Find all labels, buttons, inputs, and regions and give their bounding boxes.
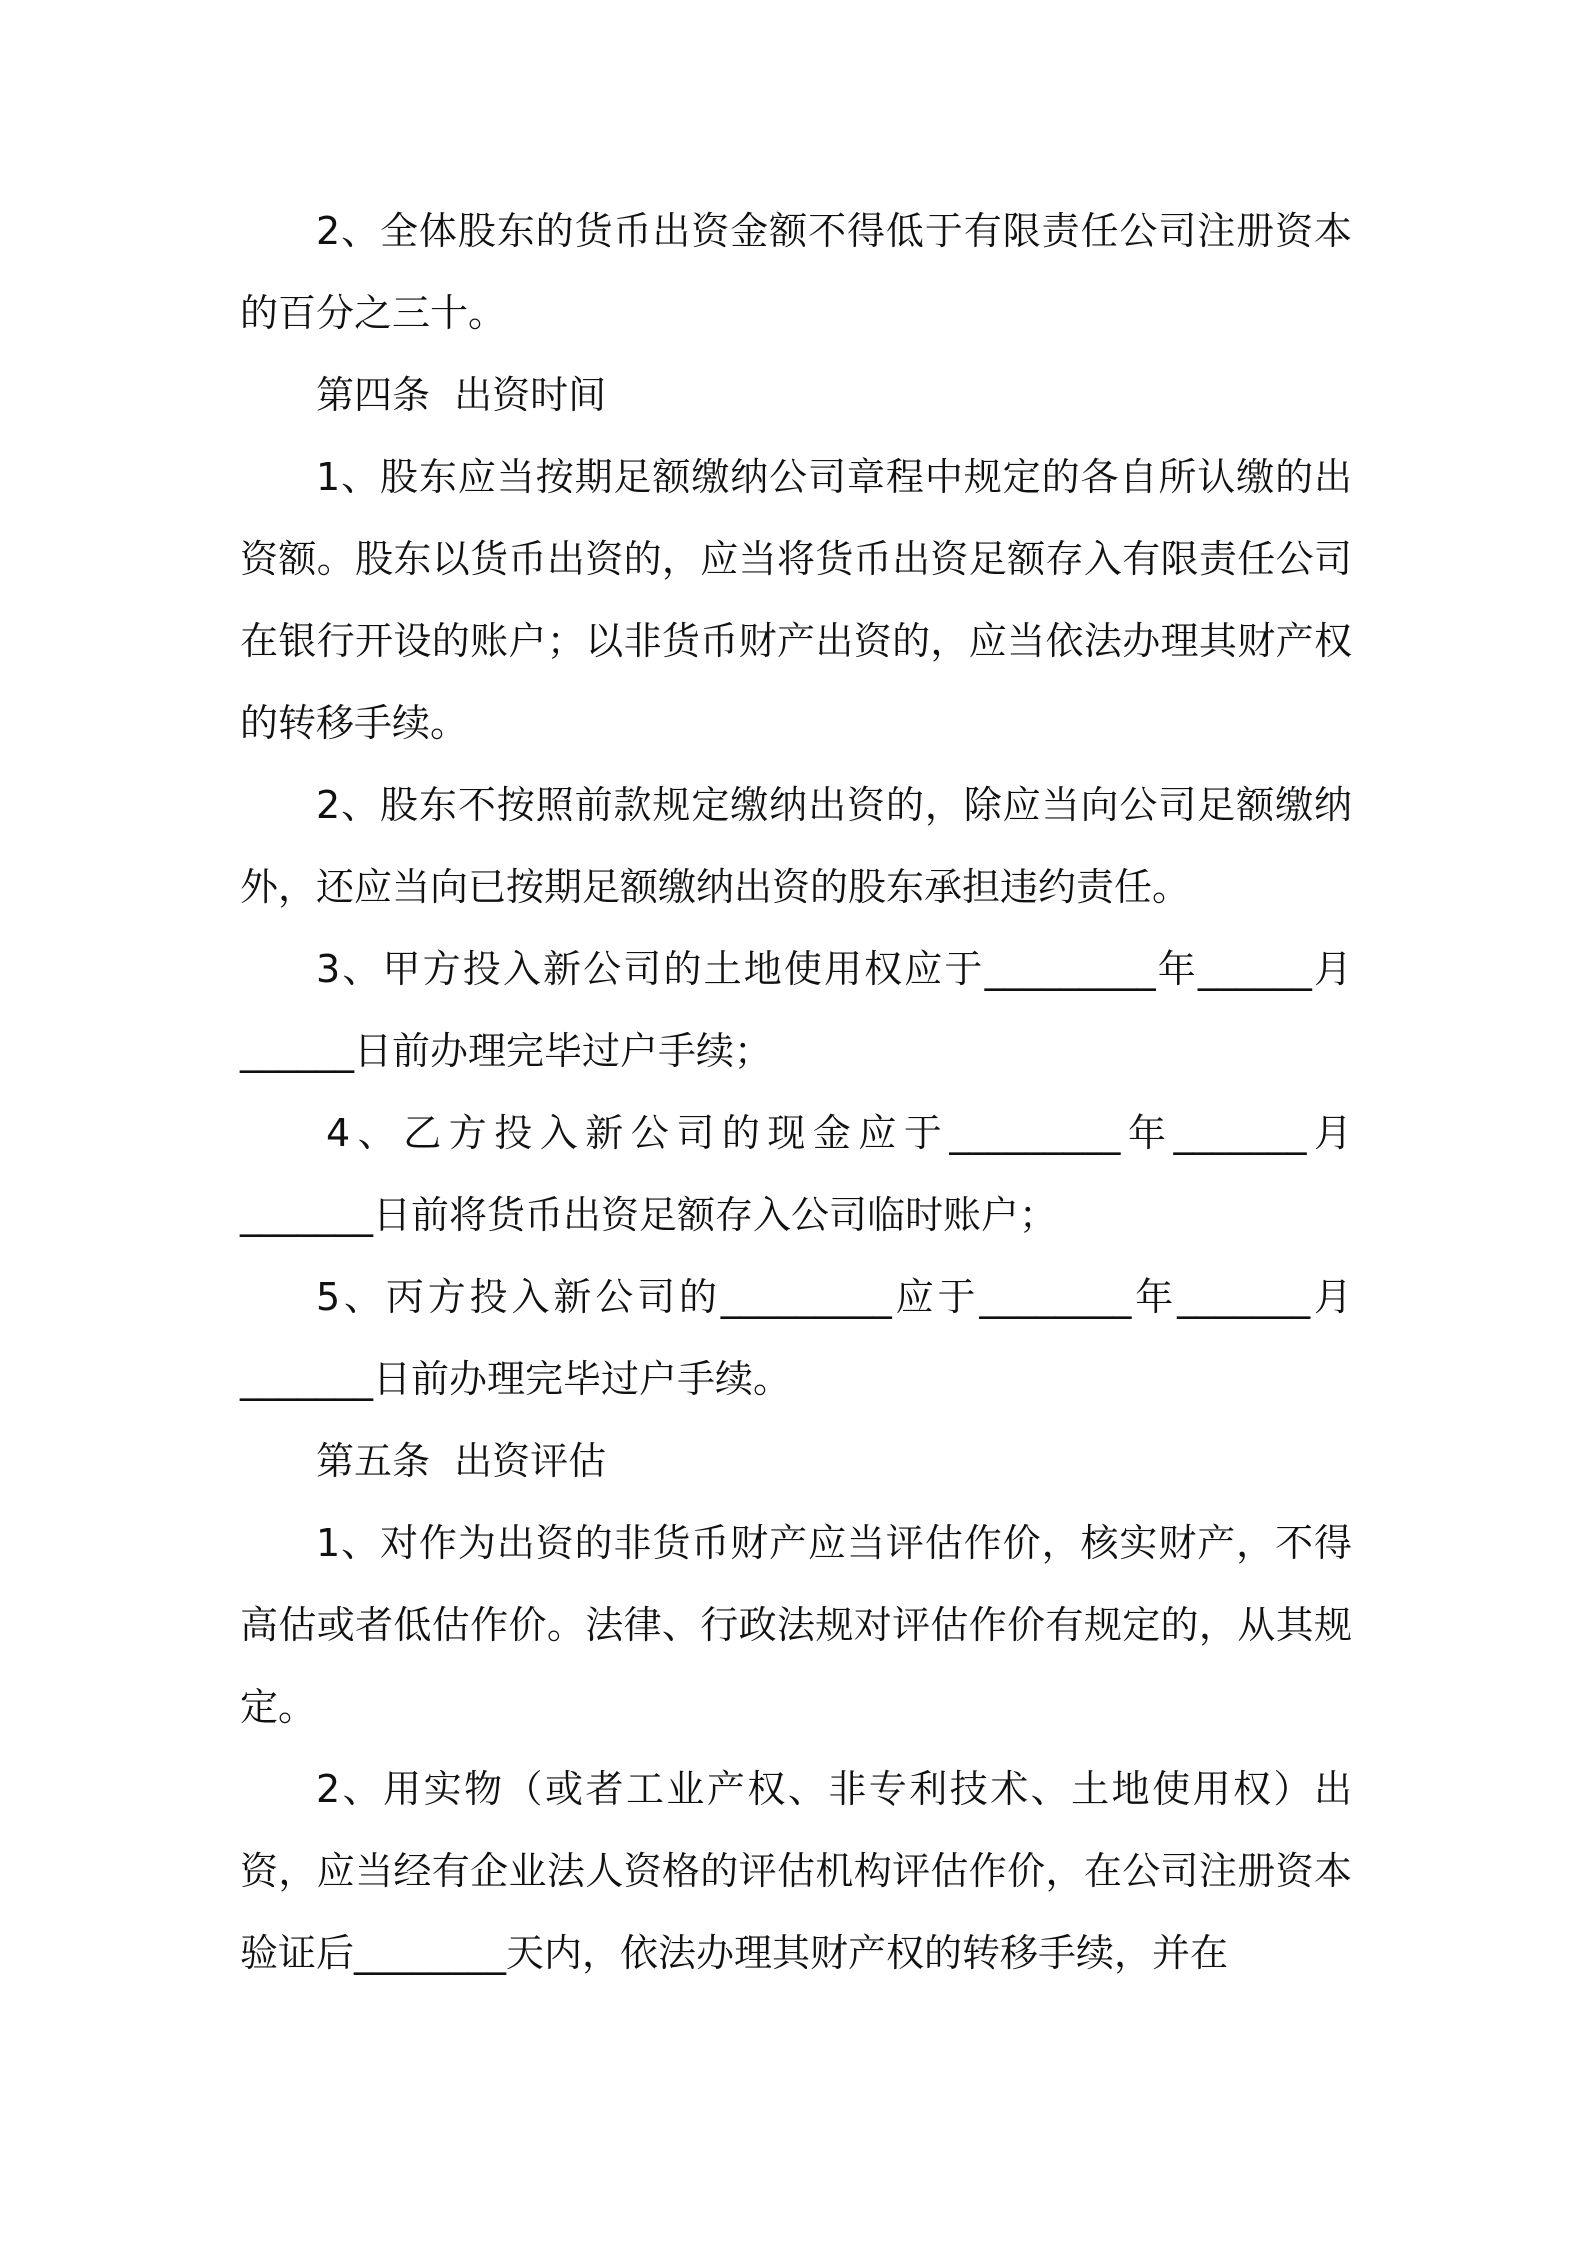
paragraph-capital-ratio: 2、全体股东的货币出资金额不得低于有限责任公司注册资本的百分之三十。 [240, 209, 1352, 335]
paragraph-breach-liability: 2、股东不按照前款规定缴纳出资的，除应当向公司足额缴纳外，还应当向已按期足额缴纳出资的股东承担违约责任。 [240, 783, 1352, 909]
paragraph-payment-obligation: 1、股东应当按期足额缴纳公司章程中规定的各自所认缴的出资额。股东以货币出资的，应当将货币出资足额存入有限责任公司在银行开设的账户；以非货币财产出资的，应当依法办理其财产权的转移手续。 [240, 455, 1352, 745]
article-5-heading: 第五条 出资评估 [316, 1439, 607, 1483]
article-4-heading: 第四条 出资时间 [316, 373, 607, 417]
paragraph-valuation-rule: 1、对作为出资的非货币财产应当评估作价，核实财产，不得高估或者低估作价。法律、行政法规对评估作价有规定的，从其规定。 [240, 1521, 1352, 1729]
paragraph-party-c-transfer: 5、丙方投入新公司的_________应于________年_______月_______日前办理完毕过户手续。 [240, 1275, 1352, 1401]
paragraph-in-kind-contribution: 2、用实物（或者工业产权、非专利技术、土地使用权）出资，应当经有企业法人资格的评估机构评估作价，在公司注册资本验证后________天内，依法办理其财产权的转移手续，并在 [240, 1767, 1352, 1975]
document-body [240, 190, 1352, 1994]
paragraph-party-b-cash: 4、乙方投入新公司的现金应于_________年_______月_______日前将货币出资足额存入公司临时账户； [240, 1111, 1352, 1237]
paragraph-party-a-land: 3、甲方投入新公司的土地使用权应于_________年______月______日前办理完毕过户手续； [240, 947, 1352, 1073]
